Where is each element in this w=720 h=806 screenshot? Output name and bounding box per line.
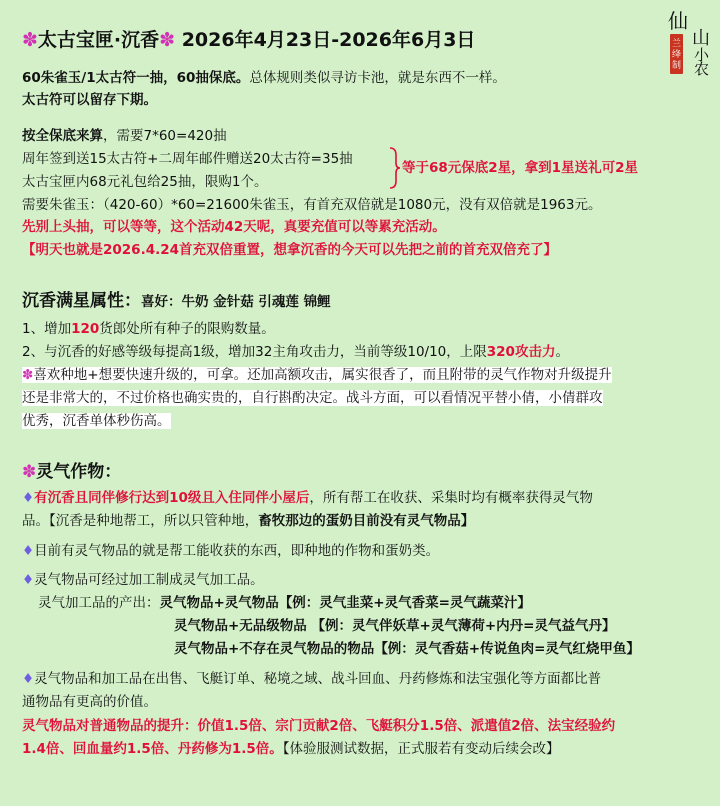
crops-p3: ♦灵气物品可经过加工制成灵气加工品。 [22,572,264,588]
logo [664,6,716,76]
calc-line-5: 先别上头抽，可以等等，这个活动42天呢，真要充值可以等累充活动。 [22,219,446,235]
crops-p4-line-1: ♦灵气物品和加工品在出售、飞艇订单、秘境之域、战斗回血、丹药修炼和法宝强化等方面都比普 [22,671,602,687]
page-title [22,28,475,52]
crops-heading: 灵气作物： [36,462,122,482]
intro-line-2: 太古符可以留存下期。 [22,92,157,108]
recipe-row-2: 灵气物品+无品级物品 【例：灵气伴妖草+灵气薄荷+内丹=灵气益气丹】 [174,618,616,634]
crops-p4-line-2: 通物品有更高的价值。 [22,694,157,710]
crops-p5-line-1: 灵气物品对普通物品的提升：价值1.5倍、宗门贡献2倍、飞艇积分1.5倍、派遣值2倍、法宝经验约 [22,718,616,734]
calc-line-1: 按全保底来算，需要7*60=420抽 [22,128,227,144]
title-name: 太古宝匣·沉香 [37,29,160,51]
calc-line-3: 太古宝匣内68元礼包给25抽，限购1个。 [22,174,268,190]
crops-p2: ♦目前有灵气物品的就是帮工能收获的东西，即种地的作物和蛋奶类。 [22,543,440,559]
attr-note-1: ✽喜欢种地+想要快速升级的，可拿。还加高额攻击，属实很香了，而且附带的灵气作物对升级提升 [22,367,612,383]
diamond-icon: ♦ [22,572,35,588]
diamond-icon: ♦ [22,490,35,506]
flower-icon: ✽ [22,29,38,51]
attr-line-2: 2、与沉香的好感等级每提高1级，增加32主角攻击力，当前等级10/10，上限320攻击力。 [22,344,569,360]
calc-line-4: 需要朱雀玉：（420-60）*60=21600朱雀玉，有首充双倍就是1080元，没有双倍就是1963元。 [22,197,602,213]
logo-char-1: 仙 [668,9,688,33]
logo-char-3: 小 [694,46,710,64]
crops-p1-line-2: 品。【沉香是种地帮工，所以只管种地，畜牧那边的蛋奶目前没有灵气物品】 [22,513,475,529]
attr-likes: 喜好：牛奶 金针菇 引魂莲 锦鲤 [141,294,331,310]
recipe-row-1: 灵气加工品的产出：灵气物品+灵气物品【例：灵气韭菜+灵气香菜=灵气蔬菜汁】 [38,595,531,611]
calc-line-2: 周年签到送15太古符+二周年邮件赠送20太古符=35抽 [22,151,353,167]
logo-char-4: 农 [694,60,710,76]
crops-p1-line-1: ♦有沉香且同伴修行达到10级且入住同伴小屋后，所有帮工在收获、采集时均有概率获得灵气物 [22,490,593,506]
crops-p5-line-2: 1.4倍、回血量约1.5倍、丹药修为1.5倍。【体验服测试数据，正式服若有变动后续会改】 [22,741,560,757]
diamond-icon: ♦ [22,671,35,687]
date-range: 2026年4月23日-2026年6月3日 [181,29,476,51]
logo-seal-text: 兰绛制 [672,39,682,71]
flower-icon: ✽ [159,29,176,51]
intro-line-1: 60朱雀玉/1太古符一抽，60抽保底。总体规则类似寻访卡池，就是东西不一样。 [22,70,506,86]
flower-icon: ✽ [22,367,34,383]
crops-heading-line [22,461,121,483]
attr-heading: 沉香满星属性： [22,291,141,311]
logo-char-2: 山 [692,28,710,49]
attr-note-3: 优秀，沉香单体秒伤高。 [22,413,171,429]
flower-icon: ✽ [22,462,37,482]
brace-icon [388,147,400,189]
attr-heading-line [22,290,331,312]
attr-note-2: 还是非常大的，不过价格也确实贵的，自行斟酌决定。战斗方面，可以看情况平替小倩，小倩群攻 [22,390,603,406]
calc-line-6: 【明天也就是2026.4.24首充双倍重置，想拿沉香的今天可以先把之前的首充双倍充了】 [22,242,558,258]
brace-note: 等于68元保底2星，拿到1星送礼可2星 [402,160,638,176]
recipe-label: 灵气加工品的产出： [38,595,160,611]
recipe-row-3: 灵气物品+不存在灵气物品的物品【例：灵气香菇+传说鱼肉=灵气红烧甲鱼】 [174,641,640,657]
attr-line-1: 1、增加120货郎处所有种子的限购数量。 [22,321,275,337]
diamond-icon: ♦ [22,543,35,559]
